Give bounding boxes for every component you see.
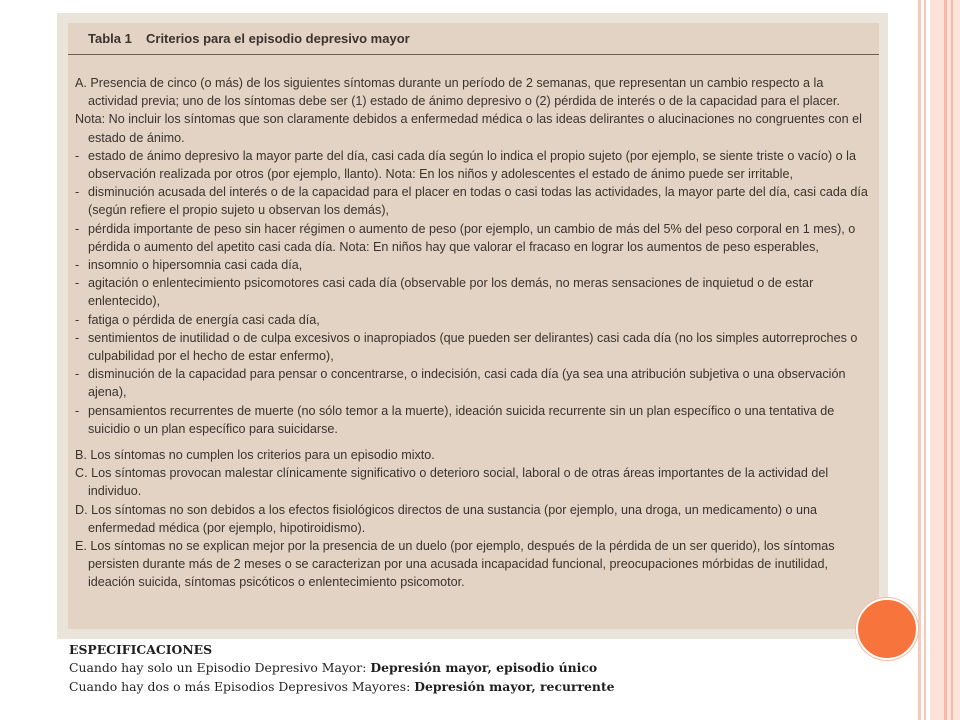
symptom-item: - insomnio o hipersomnia casi cada día, xyxy=(75,256,875,274)
symptom-item: - fatiga o pérdida de energía casi cada día, xyxy=(75,311,875,329)
specifications xyxy=(69,641,829,696)
symptom-item: - agitación o enlentecimiento psicomotores casi cada día (observable por los demás, no meras sensaciones de inquietud o de estar enlentecido), xyxy=(75,274,875,310)
table-header xyxy=(68,23,879,55)
criterion-c: C. Los síntomas provocan malestar clínicamente significativo o deterioro social, laboral o de otras áreas importantes de la actividad del individuo. xyxy=(75,466,829,499)
decorative-stripe xyxy=(918,0,921,720)
criteria-table-image xyxy=(57,13,888,639)
decorative-stripe xyxy=(944,0,947,720)
criterion-e: E. Los síntomas no se explican mejor por la presencia de un duelo (por ejemplo, después de la pérdida de un ser querido), los síntomas persisten durante más de 2 meses o se caracterizan por una acusada incapacidad funcional, preocupaciones mórbidas de inutilidad, ideación suicida, síntomas psicóticos o enlentecimiento psicomotor. xyxy=(75,539,835,590)
symptom-item: - disminución de la capacidad para pensar o concentrarse, o indecisión, casi cada día (ya sea una atribución subjetiva o una observación ajena), xyxy=(75,365,875,401)
table-title: Criterios para el episodio depresivo mayor xyxy=(146,31,410,46)
decorative-stripe xyxy=(951,0,953,720)
symptom-item: - pensamientos recurrentes de muerte (no sólo temor a la muerte), ideación suicida recurrente sin un plan específico o una tentativa de suicidio o un plan específico para suicidarse. xyxy=(75,402,875,438)
criterion-a: A. Presencia de cinco (o más) de los siguientes síntomas durante un período de 2 semanas, que representan un cambio respecto a la actividad previa; uno de los síntomas debe ser (1) estado de ánimo depresivo o (2) pérdida de interés o de la capacidad para el placer. xyxy=(75,76,840,109)
symptom-item: - pérdida importante de peso sin hacer régimen o aumento de peso (por ejemplo, un cambio de más del 5% del peso corporal en 1 mes), o pérdida o aumento del apetito casi cada día. Nota: En niños hay que valorar el fracaso en lograr los aumentos de peso esperables, xyxy=(75,220,875,256)
specification-text: Cuando hay dos o más Episodios Depresivos Mayores: xyxy=(69,678,415,694)
criterion-d: D. Los síntomas no son debidos a los efectos fisiológicos directos de una sustancia (por ejemplo, una droga, un medicamento) o una enfermedad médica (por ejemplo, hipotiroidismo). xyxy=(75,502,818,535)
criterion-b: B. Los síntomas no cumplen los criterios para un episodio mixto. xyxy=(75,448,435,463)
spacer xyxy=(75,438,875,446)
table-body xyxy=(75,74,875,592)
symptom-item: - sentimientos de inutilidad o de culpa excesivos o inapropiados (que pueden ser delirantes) casi cada día (no los simples autorreproches o culpabilidad por el hecho de estar enfermo), xyxy=(75,329,875,365)
specification-emphasis: Depresión mayor, recurrente xyxy=(414,678,615,694)
specification-emphasis: Depresión mayor, episodio único xyxy=(370,660,598,676)
criteria-table xyxy=(68,23,879,629)
symptom-item: - estado de ánimo depresivo la mayor parte del día, casi cada día según lo indica el propio sujeto (por ejemplo, se siente triste o vacío) o la observación realizada por otros (por ejemplo, llanto). Nota: En los niños y adolescentes el estado de ánimo puede ser irritable, xyxy=(75,147,875,183)
specification-line xyxy=(69,659,829,677)
specification-line xyxy=(69,678,829,696)
decorative-circle xyxy=(856,598,918,660)
specification-text: Cuando hay solo un Episodio Depresivo Mayor: xyxy=(69,660,371,676)
decorative-stripe xyxy=(924,0,926,720)
specifications-title: ESPECIFICACIONES xyxy=(69,642,213,657)
symptom-item: - disminución acusada del interés o de la capacidad para el placer en todas o casi todas las actividades, la mayor parte del día, casi cada día (según refiere el propio sujeto u observan los demás), xyxy=(75,183,875,219)
criterion-note: Nota: No incluir los síntomas que son claramente debidos a enfermedad médica o las ideas delirantes o alucinaciones no congruentes con el estado de ánimo. xyxy=(75,112,862,145)
table-label: Tabla 1 xyxy=(88,31,132,46)
